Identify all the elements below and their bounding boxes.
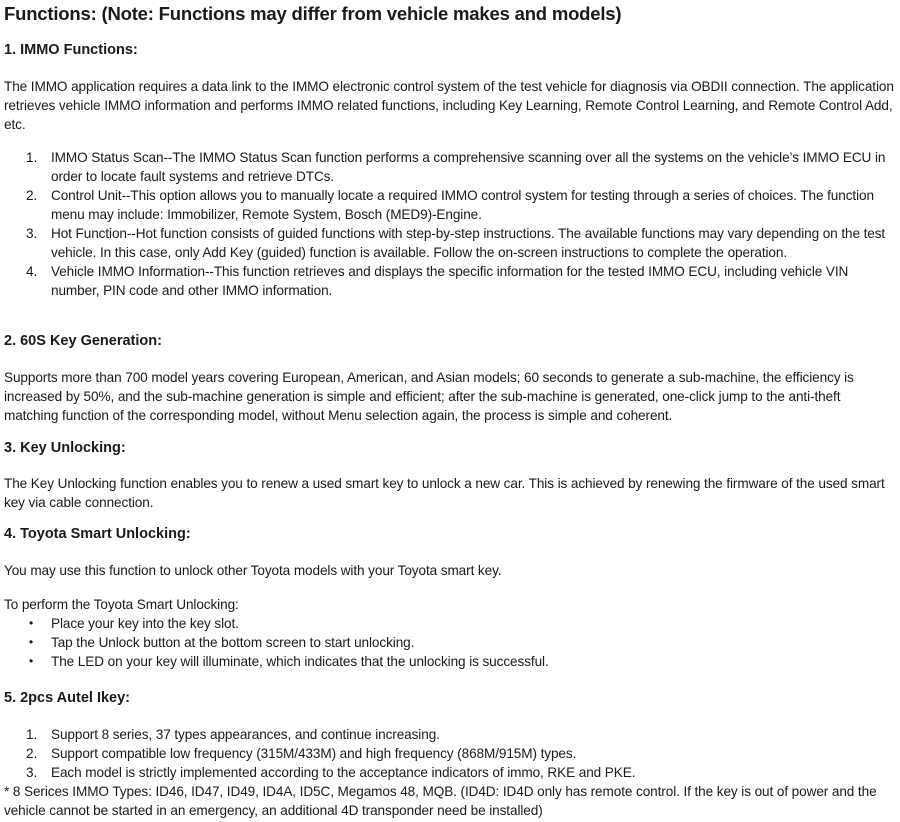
ikey-features-list [4,725,898,782]
list-item: 3. Hot Function--Hot function consists of guided functions with step-by-step instructions. The available functions may vary depending on the test vehicle. In this case, only Add Key (guided) function is available. Follow the on-screen instructions to complete the operation. [26,226,886,260]
list-item: • The LED on your key will illuminate, which indicates that the unlocking is successful. [29,654,549,669]
section-lead: To perform the Toyota Smart Unlocking: [4,597,239,612]
bullet-icon: • [29,654,34,668]
list-item: 4. Vehicle IMMO Information--This function retrieves and displays the specific information for the tested IMMO ECU, including vehicle VIN number, PIN code and other IMMO information. [26,264,849,298]
footnote: * 8 Serices IMMO Types: ID46, ID47, ID49, ID4A, ID5C, Megamos 48, MQB. (ID4D: ID4D only has remote control. If the key is out of power and the vehicle cannot be started in an emergency, an additional 4D transponder need be installed) [4,784,877,818]
bullet-icon: • [29,616,34,630]
section-heading-key-unlocking: 3. Key Unlocking: [4,440,126,456]
list-item: • Tap the Unlock button at the bottom screen to start unlocking. [29,635,415,650]
section-paragraph: The IMMO application requires a data link to the IMMO electronic control system of the test vehicle for diagnosis via OBDII connection. The application retrieves vehicle IMMO information and performs IMMO related functions, including Key Learning, Remote Control Learning, and Remote Control Add, etc. [4,79,894,132]
list-item: 2. Control Unit--This option allows you to manually locate a required IMMO control system for testing through a series of choices. The function menu may include: Immobilizer, Remote System, Bosch (MED9)-Engine. [26,188,874,222]
section-heading-immo-functions: 1. IMMO Functions: [4,42,138,58]
bullet-icon: • [29,635,34,649]
list-item: 1. IMMO Status Scan--The IMMO Status Scan function performs a comprehensive scanning over all the systems on the vehicle’s IMMO ECU in order to locate fault systems and retrieve DTCs. [26,150,886,184]
section-paragraph: You may use this function to unlock other Toyota models with your Toyota smart key. [4,563,502,578]
section-heading-toyota-smart-unlocking: 4. Toyota Smart Unlocking: [4,526,191,542]
list-item: 1. Support 8 series, 37 types appearances, and continue increasing. [26,727,440,742]
list-item: 3. Each model is strictly implemented according to the acceptance indicators of immo, RKE and PKE. [26,765,636,780]
section-heading-key-generation: 2. 60S Key Generation: [4,333,162,349]
list-item: • Place your key into the key slot. [29,616,239,631]
toyota-steps-list [4,614,898,671]
list-item: 2. Support compatible low frequency (315M/433M) and high frequency (868M/915M) types. [26,746,577,761]
section-heading-autel-ikey: 5. 2pcs Autel Ikey: [4,690,130,706]
immo-functions-list [4,148,898,300]
section-paragraph: Supports more than 700 model years covering European, American, and Asian models; 60 seconds to generate a sub-machine, the efficiency is increased by 50%, and the sub-machine generation is simple and efficient; after the sub-machine is generated, one-click jump to the anti-theft matching function of the corresponding model, without Menu selection again, the process is simple and coherent. [4,370,854,423]
page-title: Functions: (Note: Functions may differ from vehicle makes and models) [4,3,622,24]
section-paragraph: The Key Unlocking function enables you to renew a used smart key to unlock a new car. This is achieved by renewing the firmware of the used smart key via cable connection. [4,476,885,510]
